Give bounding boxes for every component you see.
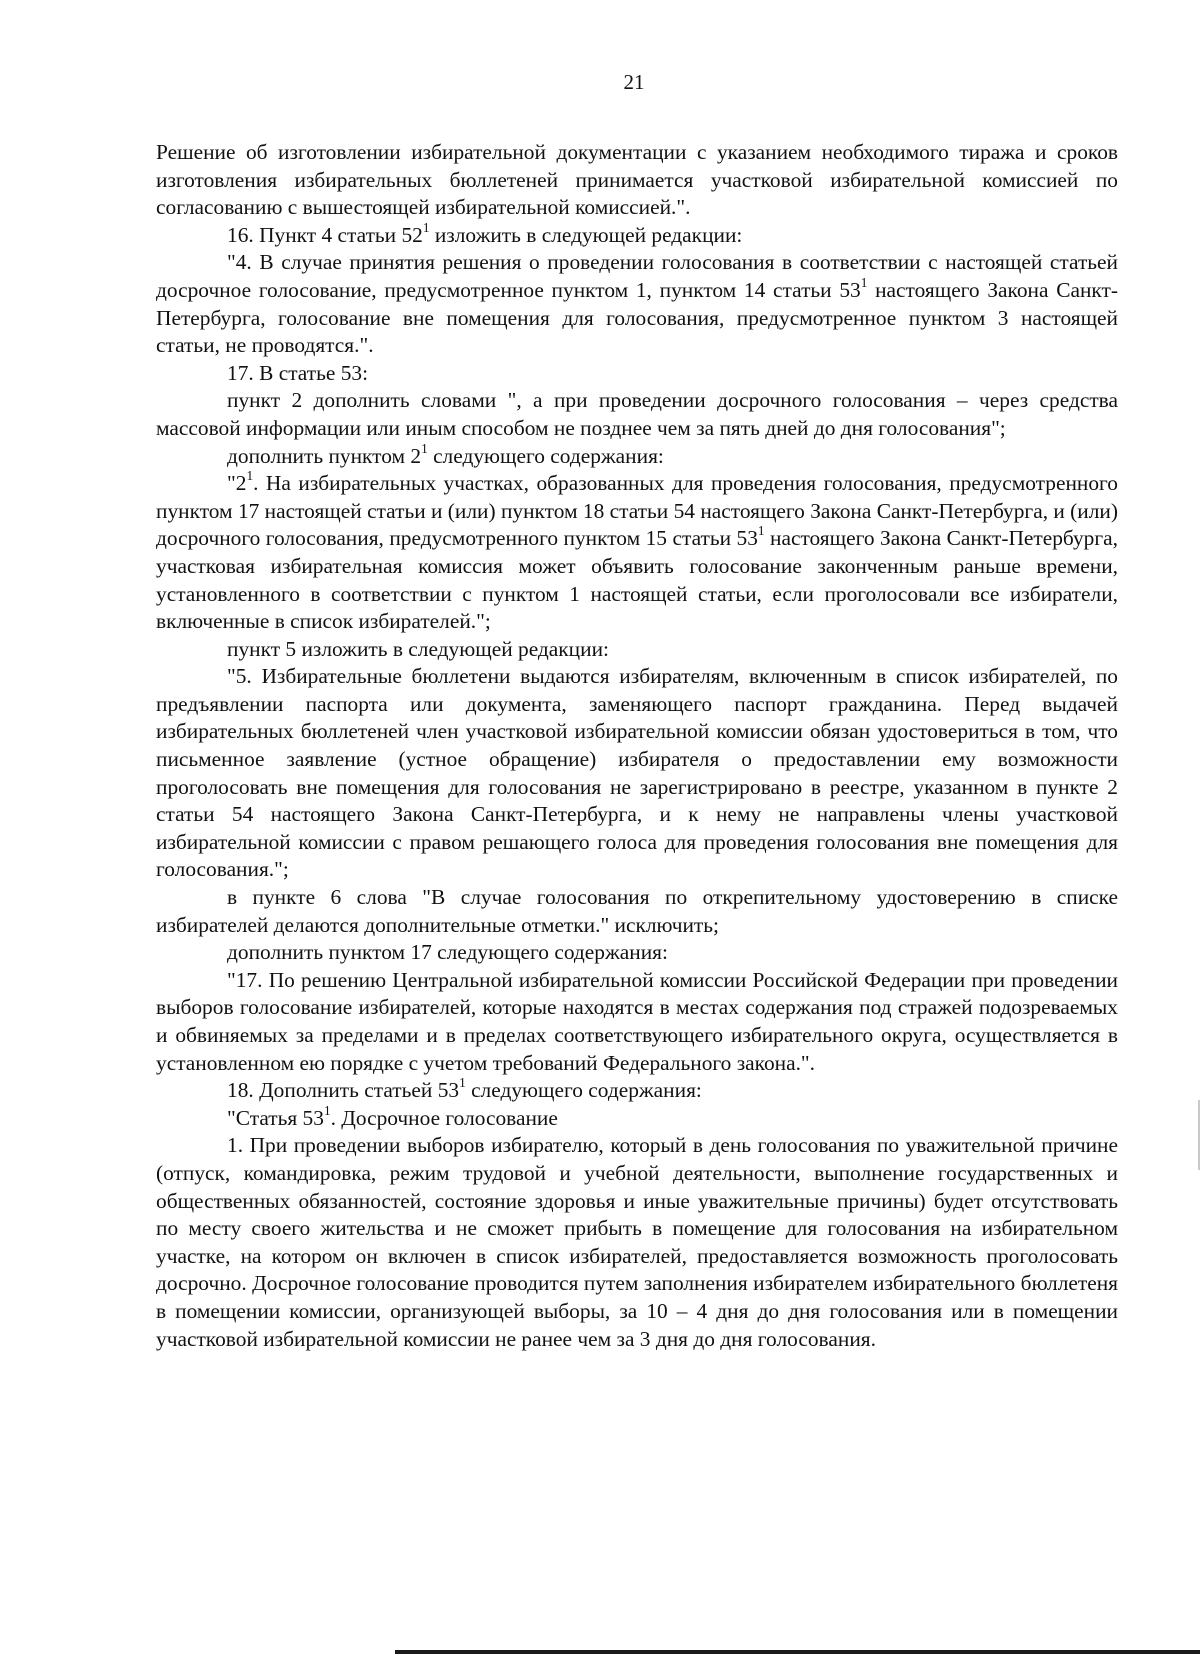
superscript-index: 1 — [422, 219, 430, 235]
paragraph — [156, 1102, 1118, 1133]
paragraph-text: настоящего Закона Санкт-Петербурга, голосование вне помещения для голосования, предусмотренное пунктом 3 настоящей статьи, не проводятся.". — [156, 277, 1118, 358]
scan-bottom-line — [395, 1650, 1200, 1654]
paragraph-text: "Статья 53 — [227, 1105, 324, 1130]
paragraph-text: пункт 5 изложить в следующей редакции: — [227, 636, 609, 661]
paragraph-text: следующего содержания: — [427, 443, 664, 468]
paragraph — [156, 387, 1118, 442]
paragraph-text: дополнить пунктом 17 следующего содержания: — [227, 940, 668, 965]
paragraph-text: 17. В статье 53: — [227, 360, 369, 385]
paragraph-text: 1. При проведении выборов избирателю, который в день голосования по уважительной причине (отпуск, командировка, режим трудовой и учебной деятельности, выполнение государственных и общественных обязанностей, состояние здоровья и иные уважительные причины) будет отсутствовать по месту своего жительства и не сможет прибыть в помещение для голосования на избирательном участке, на котором он включен в список избирателей, предоставляется возможность проголосовать досрочно. Досрочное голосование проводится путем заполнения избирателем избирательного бюллетеня в помещении комиссии, организующей выборы, за 10 – 4 дня до дня голосования или в помещении участковой избирательной комиссии не ранее чем за 3 дня до дня голосования. — [156, 1133, 1118, 1351]
paragraph-text: дополнить пунктом 2 — [227, 443, 422, 468]
paragraph — [156, 139, 1118, 222]
paragraph — [156, 440, 1118, 471]
paragraph-text: "2 — [227, 471, 247, 496]
paragraph-text: 16. Пункт 4 статьи 52 — [227, 222, 423, 247]
paragraph — [156, 663, 1118, 884]
paragraph — [156, 939, 1118, 967]
paragraph-text: в пункте 6 слова "В случае голосования по открепительному удостоверению в списке избирателей делаются дополнительные отметки." исключить; — [156, 885, 1118, 937]
paragraph — [156, 360, 1118, 388]
paragraph-text: следующего содержания: — [465, 1078, 702, 1103]
superscript-index: 1 — [757, 523, 765, 539]
paragraph-text: . На избирательных участках, образованных для проведения голосования, предусмотренного пунктом 17 настоящей статьи и (или) пунктом 18 статьи 54 настоящего Закона Санкт-Петербурга, и (или) досрочного голосования, предусмотренного пунктом 15 статьи 53 — [156, 471, 1119, 551]
paragraph — [156, 1132, 1118, 1353]
paragraph-text: "5. Избирательные бюллетени выдаются избирателям, включенным в список избирателей, по предъявлении паспорта или документа, заменяющего паспорт гражданина. Перед выдачей избирательных бюллетеней член участковой избирательной комиссии обязан удостовериться в том, что письменное заявление (устное обращение) избирателя о предоставлении ему возможности проголосовать вне помещения для голосования не зарегистрировано в реестре, указанном в пункте 2 статьи 54 настоящего Закона Санкт-Петербурга, и к нему не направлены члены участковой избирательной комиссии с правом решающего голоса для проведения голосования вне помещения для голосования."; — [156, 664, 1118, 882]
paragraph — [156, 219, 1118, 250]
superscript-index: 1 — [860, 275, 868, 291]
superscript-index: 1 — [246, 468, 254, 484]
paragraph-text: Решение об изготовлении избирательной документации с указанием необходимого тиража и сроков изготовления избирательных бюллетеней принимается участковой избирательной комиссией по согласованию с вышестоящей избирательной комиссией.". — [156, 140, 1118, 220]
superscript-index: 1 — [459, 1075, 466, 1091]
superscript-index: 1 — [323, 1102, 331, 1118]
paragraph-text: пункт 2 дополнить словами ", а при проведении досрочного голосования – через средства массовой информации или иным способом не позднее чем за пять дней до дня голосования"; — [156, 388, 1118, 440]
paragraph — [156, 967, 1118, 1077]
paragraph — [156, 636, 1118, 664]
paragraph-text: настоящего Закона Санкт-Петербурга, участковая избирательная комиссия может объявить голосование законченным раньше времени, установленного в соответствии с пунктом 1 настоящей статьи, если проголосовали все избиратели, включенные в список избирателей."; — [156, 526, 1118, 634]
paragraph — [156, 884, 1118, 939]
paragraph — [156, 1077, 1118, 1105]
paragraph-text: изложить в следующей редакции: — [429, 222, 743, 247]
paragraph — [156, 249, 1118, 359]
paragraph-text: "4. В случае принятия решения о проведении голосования в соответствии с настоящей статьей досрочное голосование, предусмотренное пунктом 1, пунктом 14 статьи 53 — [156, 250, 1118, 302]
document-body — [156, 139, 1118, 1353]
paragraph-text: 18. Дополнить статьей 53 — [227, 1078, 460, 1103]
paragraph — [156, 470, 1118, 636]
paragraph-text: . Досрочное голосование — [330, 1105, 558, 1130]
page-number: 21 — [623, 70, 645, 94]
paragraph-text: "17. По решению Центральной избирательной комиссии Российской Федерации при проведении выборов голосование избирателей, которые находятся в местах содержания под стражей подозреваемых и обвиняемых за пределами и в пределах соответствующего избирательного округа, осуществляется в установленном ею порядке с учетом требований Федерального закона.". — [156, 967, 1118, 1075]
superscript-index: 1 — [421, 440, 428, 456]
